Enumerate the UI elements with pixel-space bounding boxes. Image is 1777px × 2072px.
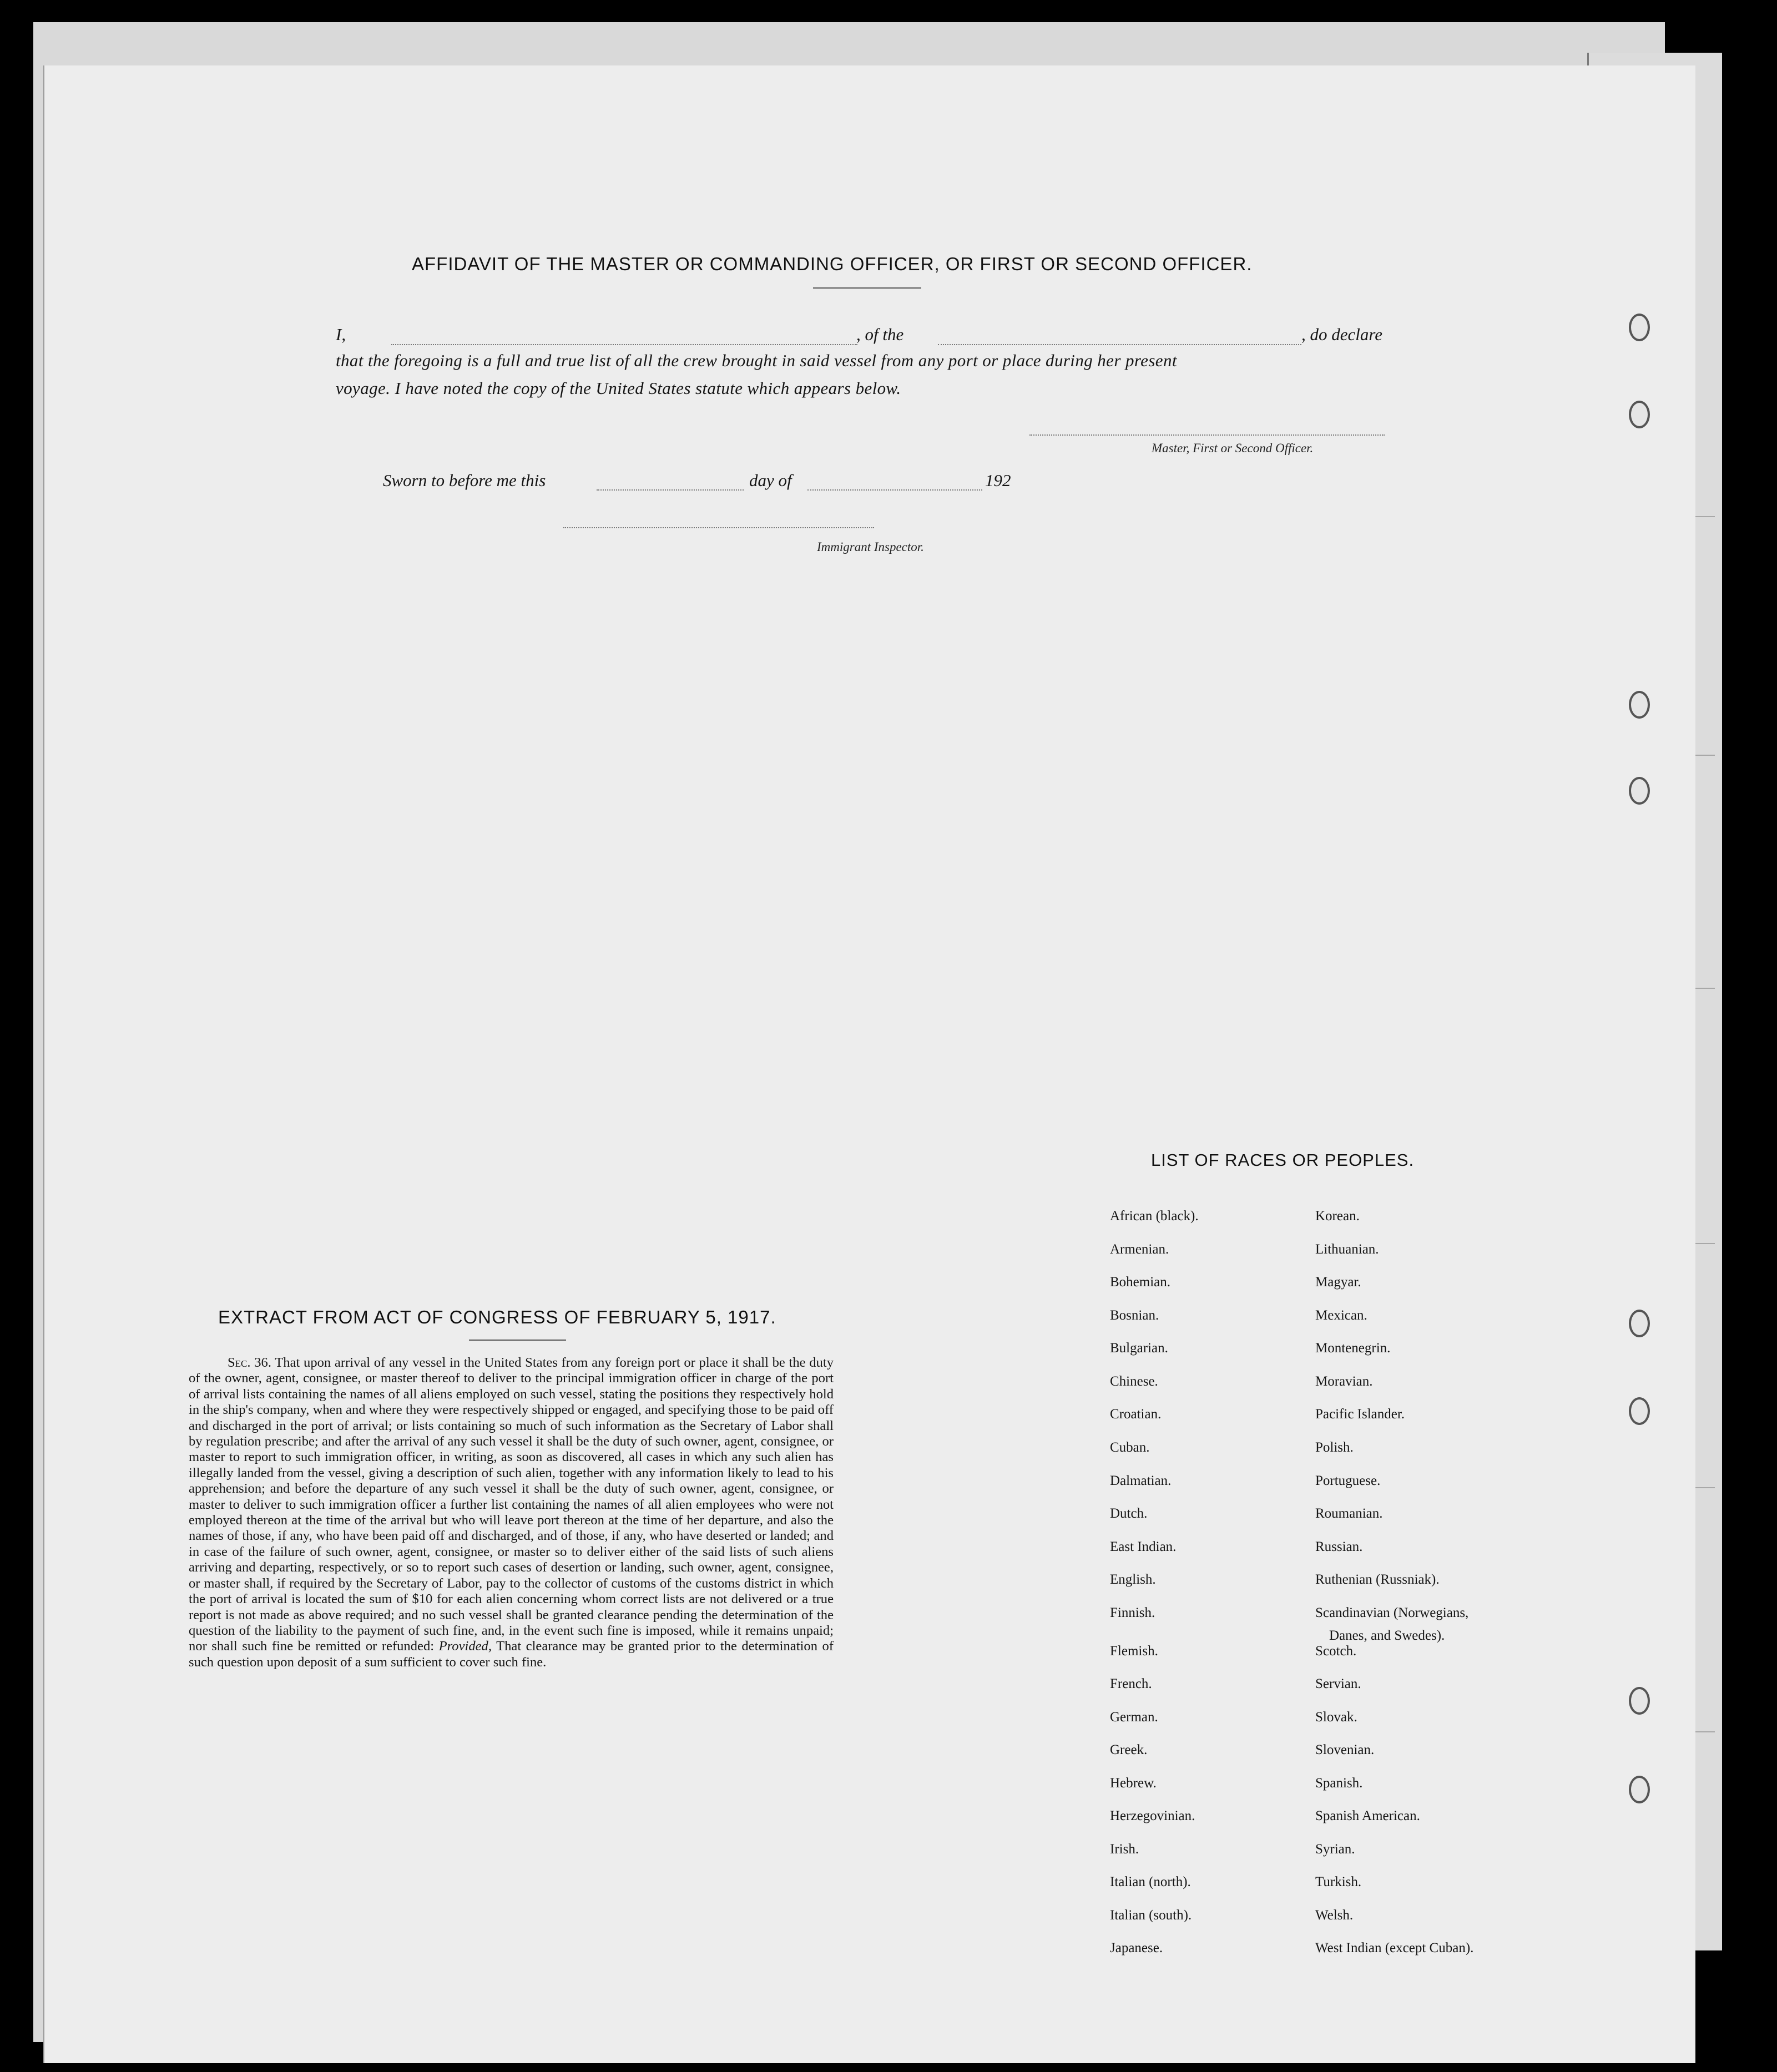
- binder-hole: [1629, 691, 1650, 719]
- sworn-day-label: day of: [749, 471, 792, 490]
- race-item: Scandinavian (Norwegians,: [1315, 1605, 1469, 1620]
- race-item: Finnish.: [1110, 1605, 1155, 1620]
- race-item: Croatian.: [1110, 1407, 1162, 1422]
- race-item: Russian.: [1315, 1539, 1363, 1554]
- race-item: Bosnian.: [1110, 1308, 1159, 1323]
- race-item: Polish.: [1315, 1440, 1354, 1455]
- race-item: Slovenian.: [1315, 1742, 1375, 1757]
- binder-hole: [1629, 314, 1650, 341]
- race-item: Herzegovinian.: [1110, 1808, 1195, 1823]
- race-item: Portuguese.: [1315, 1473, 1381, 1488]
- race-item: Syrian.: [1315, 1842, 1355, 1857]
- sworn-prefix-label: Sworn to before me this: [383, 471, 546, 490]
- race-item: African (black).: [1110, 1209, 1199, 1224]
- race-item: Cuban.: [1110, 1440, 1150, 1455]
- name-field[interactable]: [391, 344, 857, 345]
- race-item-continuation: Danes, and Swedes).: [1329, 1628, 1445, 1643]
- race-item: Hebrew.: [1110, 1776, 1157, 1791]
- race-item: Chinese.: [1110, 1374, 1158, 1389]
- race-item: Slovak.: [1315, 1710, 1357, 1725]
- race-item: Lithuanian.: [1315, 1242, 1379, 1257]
- races-title: LIST OF RACES OR PEOPLES.: [1151, 1150, 1415, 1170]
- race-item: Magyar.: [1315, 1275, 1361, 1290]
- race-item: Bohemian.: [1110, 1275, 1171, 1290]
- race-item: Japanese.: [1110, 1940, 1163, 1955]
- extract-text: That upon arrival of any vessel in the United States from any foreign port or place it shall be the duty of the owner, agent, consignee, or master thereof to deliver to the principal immigration officer in charge of the port of arrival lists containing the names of all aliens employed on such vessel, stating the positions they respectively hold in the ship's company, when and where they were respectively shipped or engaged, and specifying those to be paid off and discharged in the port of arrival; or lists containing so much of such information as the Secretary of Labor shall by regulation prescribe; and after the arrival of any such vessel it shall be the duty of such owner, agent, consignee, or master to report to such immigration officer, in writing, as soon as discovered, all cases in which any such alien has illegally landed from the vessel, giving a description of such alien, together with any information likely to lead to his apprehension; and before the departure of any such vessel it shall be the duty of such owner, agent, consignee, or master to deliver to such immigration officer a further list containing the names of all alien employees who were not employed thereon at the time of the arrival but who will leave port thereon at the time of her departure, and also the names of those, if any, who have been paid off and discharged, and of those, if any, who have deserted or landed; and in case of the failure of such owner, agent, consignee, or master so to deliver either of the said lists of such aliens arriving and departing, respectively, or so to report such cases of desertion or landing, such owner, agent, consignee, or master shall, if required by the Secretary of Labor, pay to the collector of customs of the customs district in which the port of arrival is located the sum of $10 for each alien concerning whom correct lists are not delivered or a true report is not made as above required; and no such vessel shall be granted clearance pending the determination of the question of the liability to the payment of such fine, and, in the event such fine is imposed, while it remains unpaid; nor shall such fine be remitted or refunded:: [189, 1355, 834, 1654]
- race-item: French.: [1110, 1676, 1152, 1691]
- vessel-field[interactable]: [938, 344, 1301, 345]
- race-item: Servian.: [1315, 1676, 1361, 1691]
- race-item: Mexican.: [1315, 1308, 1367, 1323]
- divider: [469, 1340, 566, 1341]
- race-item: Italian (north).: [1110, 1874, 1191, 1889]
- race-item: Montenegrin.: [1315, 1341, 1391, 1356]
- declare-i-label: I,: [336, 325, 346, 344]
- section-label: Sec. 36.: [228, 1355, 271, 1370]
- declare-of-the-label: , of the: [856, 325, 904, 344]
- signature-field[interactable]: [1029, 434, 1385, 436]
- race-item: Irish.: [1110, 1842, 1139, 1857]
- extract-title: EXTRACT FROM ACT OF CONGRESS OF FEBRUARY 5, 1917.: [218, 1307, 776, 1327]
- binder-hole: [1629, 1687, 1650, 1715]
- sworn-year-label: 192: [985, 471, 1011, 490]
- race-item: West Indian (except Cuban).: [1315, 1940, 1474, 1955]
- inspector-label: Immigrant Inspector.: [817, 540, 924, 554]
- binder-hole: [1629, 1310, 1650, 1337]
- race-item: Greek.: [1110, 1742, 1148, 1757]
- race-item: Spanish American.: [1315, 1808, 1420, 1823]
- race-item: Korean.: [1315, 1209, 1360, 1224]
- sworn-month-field[interactable]: [807, 489, 982, 491]
- provided-label: Provided,: [438, 1639, 492, 1654]
- race-item: Italian (south).: [1110, 1908, 1192, 1923]
- race-item: Spanish.: [1315, 1776, 1363, 1791]
- affidavit-declaration-line: [336, 325, 346, 345]
- race-item: Pacific Islander.: [1315, 1407, 1405, 1422]
- extract-body: [189, 1355, 834, 1670]
- race-item: German.: [1110, 1710, 1158, 1725]
- sworn-day-field[interactable]: [597, 489, 744, 491]
- affidavit-text-line: that the foregoing is a full and true list of all the crew brought in said vessel from any port or place during her present: [336, 351, 1177, 370]
- race-item: Scotch.: [1315, 1644, 1357, 1659]
- divider: [813, 287, 921, 289]
- binder-hole: [1629, 401, 1650, 428]
- affidavit-title: AFFIDAVIT OF THE MASTER OR COMMANDING OFFICER, OR FIRST OR SECOND OFFICER.: [412, 254, 1253, 274]
- binder-hole: [1629, 1397, 1650, 1425]
- signature-label: Master, First or Second Officer.: [1152, 441, 1314, 455]
- race-item: Roumanian.: [1315, 1506, 1383, 1521]
- race-item: Dalmatian.: [1110, 1473, 1172, 1488]
- race-item: Flemish.: [1110, 1644, 1158, 1659]
- extract-text-continued: That clearance may be granted prior to the determination of such question upon deposit of a sum sufficient to cover such fine.: [189, 1639, 834, 1670]
- inspector-signature-field[interactable]: [563, 527, 874, 528]
- race-item: Welsh.: [1315, 1908, 1354, 1923]
- race-item: Turkish.: [1315, 1874, 1362, 1889]
- binder-hole: [1629, 1776, 1650, 1803]
- affidavit-text-line: voyage. I have noted the copy of the United States statute which appears below.: [336, 378, 901, 398]
- race-item: Dutch.: [1110, 1506, 1148, 1521]
- race-item: Ruthenian (Russniak).: [1315, 1572, 1440, 1587]
- race-item: East Indian.: [1110, 1539, 1177, 1554]
- race-item: Moravian.: [1315, 1374, 1373, 1389]
- race-item: Armenian.: [1110, 1242, 1169, 1257]
- race-item: English.: [1110, 1572, 1156, 1587]
- declare-end-label: , do declare: [1301, 325, 1383, 344]
- race-item: Bulgarian.: [1110, 1341, 1168, 1356]
- binder-hole: [1629, 777, 1650, 805]
